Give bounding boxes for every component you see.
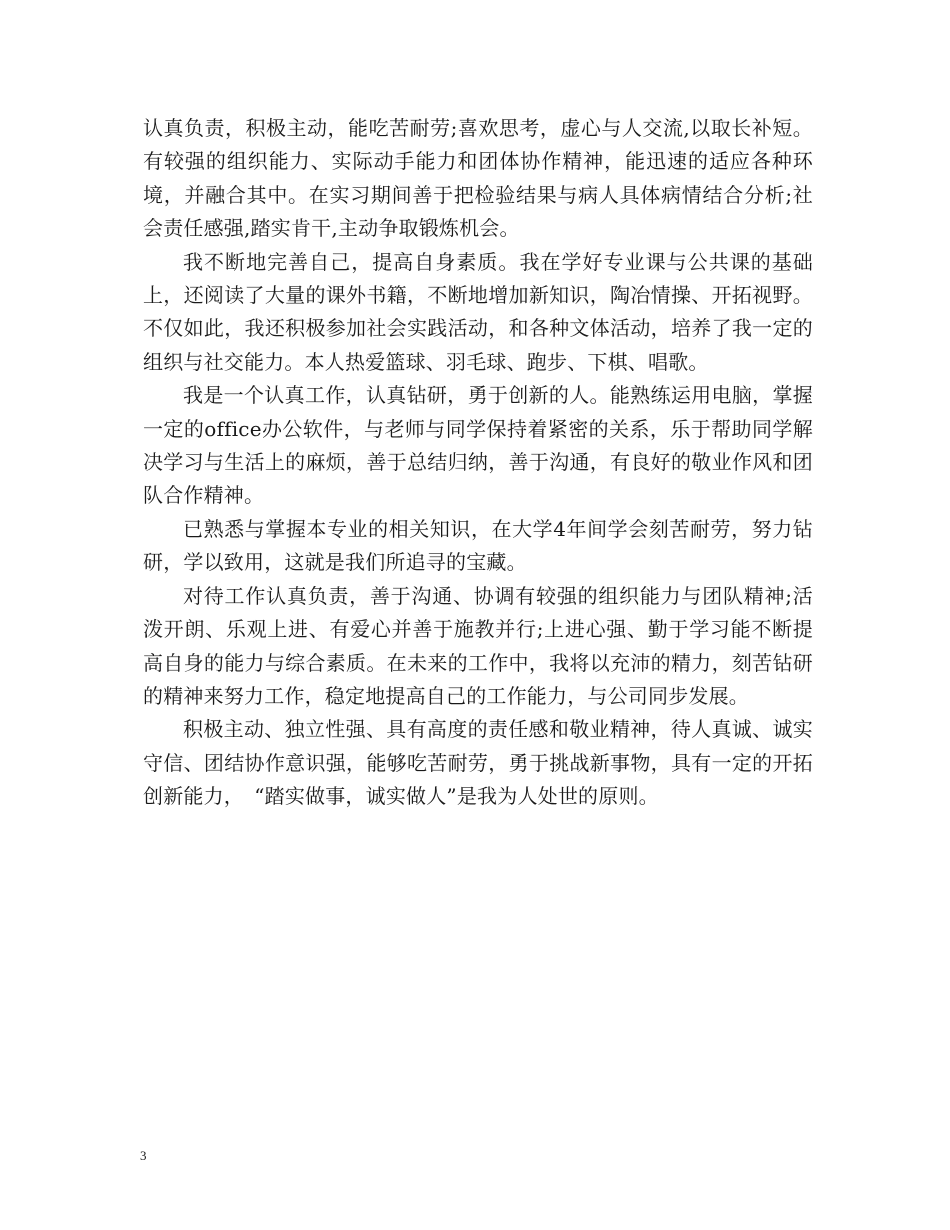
page-number: 3: [140, 1148, 147, 1163]
paragraph-5: 对待工作认真负责，善于沟通、协调有较强的组织能力与团队精神;活泼开朗、乐观上进、有爱心并善于施教并行;上进心强、勤于学习能不断提高自身的能力与综合素质。在未来的工作中，我将以充沛的精力，刻苦钻研的精神来努力工作，稳定地提高自己的工作能力，与公司同步发展。: [143, 583, 813, 708]
document-body: [143, 112, 813, 814]
paragraph-4: 已熟悉与掌握本专业的相关知识，在大学4年间学会刻苦耐劳，努力钻研，学以致用，这就是我们所追寻的宝藏。: [143, 516, 813, 575]
paragraph-2: 我不断地完善自己，提高自身素质。我在学好专业课与公共课的基础上，还阅读了大量的课外书籍，不断地增加新知识，陶冶情操、开拓视野。不仅如此，我还积极参加社会实践活动，和各种文体活动，培养了我一定的组织与社交能力。本人热爱篮球、羽毛球、跑步、下棋、唱歌。: [143, 249, 813, 374]
paragraph-3: 我是一个认真工作，认真钻研，勇于创新的人。能熟练运用电脑，掌握一定的office办公软件，与老师与同学保持着紧密的关系，乐于帮助同学解决学习与生活上的麻烦，善于总结归纳，善于沟通，有良好的敬业作风和团队合作精神。: [143, 383, 813, 508]
paragraph-1: 认真负责，积极主动，能吃苦耐劳;喜欢思考，虚心与人交流,以取长补短。有较强的组织能力、实际动手能力和团体协作精神，能迅速的适应各种环境，并融合其中。在实习期间善于把检验结果与病人具体病情结合分析;社会责任感强,踏实肯干,主动争取锻炼机会。: [143, 116, 813, 241]
paragraph-6: 积极主动、独立性强、具有高度的责任感和敬业精神，待人真诚、诚实守信、团结协作意识强，能够吃苦耐劳，勇于挑战新事物，具有一定的开拓创新能力， “踏实做事，诚实做人”是我为人处世的原则。: [143, 717, 813, 809]
